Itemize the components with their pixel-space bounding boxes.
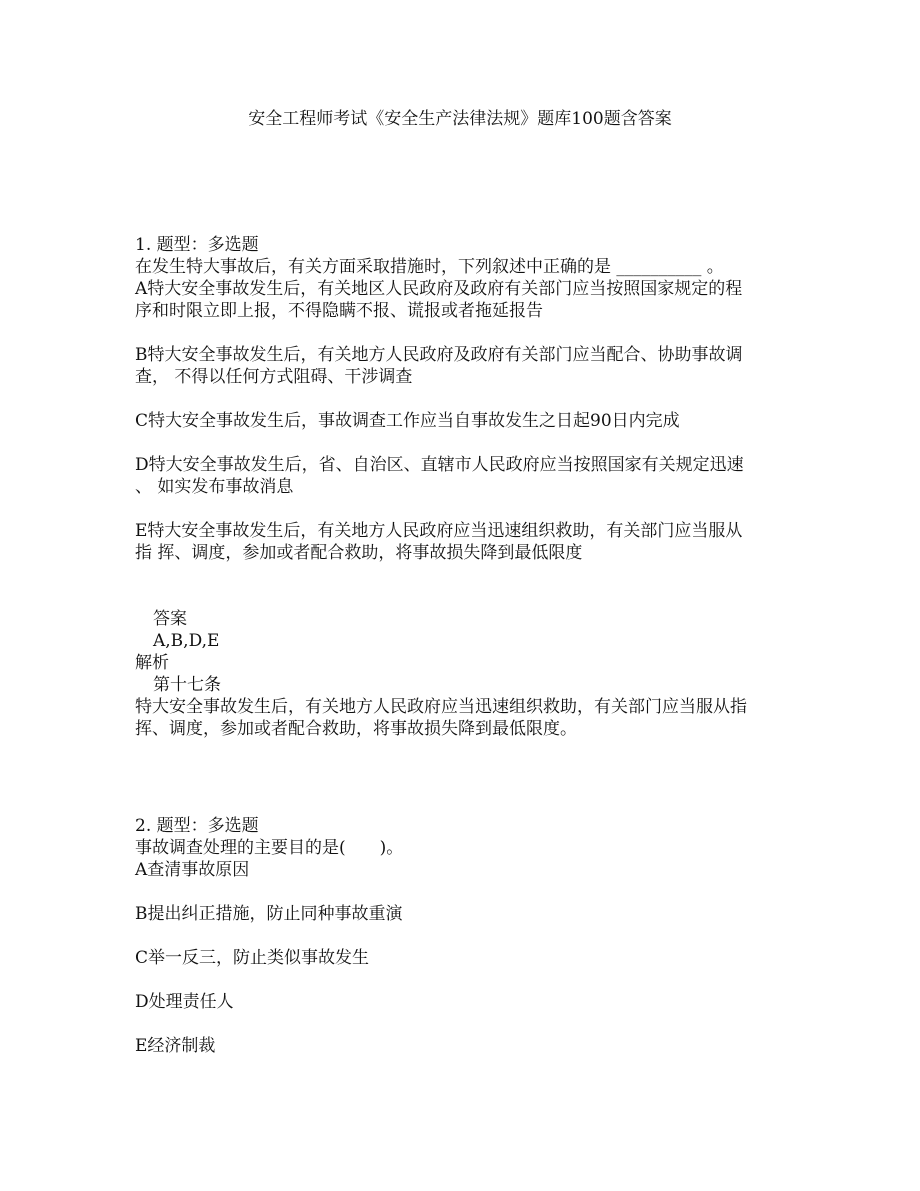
question-1-header: 1. 题型：多选题 xyxy=(135,235,259,255)
question-1 xyxy=(135,234,790,740)
question-2-stem: 事故调查处理的主要目的是( )。 xyxy=(135,838,404,858)
question-2-option-b: B提出纠正措施，防止同种事故重演 xyxy=(135,904,403,924)
question-1-answer-label: 答案 xyxy=(153,609,187,629)
question-1-option-a-line1: A特大安全事故发生后，有关地区人民政府及政府有关部门应当按照国家规定的程 xyxy=(135,279,743,299)
question-2 xyxy=(135,815,790,1057)
question-1-option-d-line1: D特大安全事故发生后，省、自治区、直辖市人民政府应当按照国家有关规定迅速 xyxy=(135,455,744,475)
question-1-option-a-line2: 序和时限立即上报，不得隐瞒不报、谎报或者拖延报告 xyxy=(135,301,543,321)
question-1-analysis-line2: 挥、调度，参加或者配合救助，将事故损失降到最低限度。 xyxy=(135,719,577,739)
question-2-option-c: C举一反三，防止类似事故发生 xyxy=(135,948,370,968)
question-1-analysis-line1: 特大安全事故发生后，有关地方人民政府应当迅速组织救助，有关部门应当服从指 xyxy=(135,697,747,717)
question-2-header: 2. 题型：多选题 xyxy=(135,816,259,836)
question-1-analysis-article: 第十七条 xyxy=(153,675,221,695)
question-1-option-b-line1: B特大安全事故发生后，有关地方人民政府及政府有关部门应当配合、协助事故调 xyxy=(135,345,743,365)
question-1-option-b-line2: 查， 不得以任何方式阻碍、干涉调查 xyxy=(135,367,413,387)
question-1-answer-value: A,B,D,E xyxy=(153,631,220,651)
question-2-option-d: D处理责任人 xyxy=(135,992,234,1012)
question-1-option-e-line2: 指 挥、调度，参加或者配合救助，将事故损失降到最低限度 xyxy=(135,543,583,563)
document-title: 安全工程师考试《安全生产法律法规》题库100题含答案 xyxy=(248,109,672,129)
question-2-option-e: E经济制裁 xyxy=(135,1036,216,1056)
question-1-option-d-line2: 、 如实发布事故消息 xyxy=(135,477,294,497)
question-1-option-e-line1: E特大安全事故发生后，有关地方人民政府应当迅速组织救助，有关部门应当服从 xyxy=(135,521,743,541)
question-1-analysis-label: 解析 xyxy=(135,653,169,673)
question-2-option-a: A查清事故原因 xyxy=(135,860,250,880)
question-1-stem: 在发生特大事故后，有关方面采取措施时，下列叙述中正确的是 __________ 。 xyxy=(135,257,724,277)
question-1-option-c-line1: C特大安全事故发生后，事故调查工作应当自事故发生之日起90日内完成 xyxy=(135,411,680,431)
